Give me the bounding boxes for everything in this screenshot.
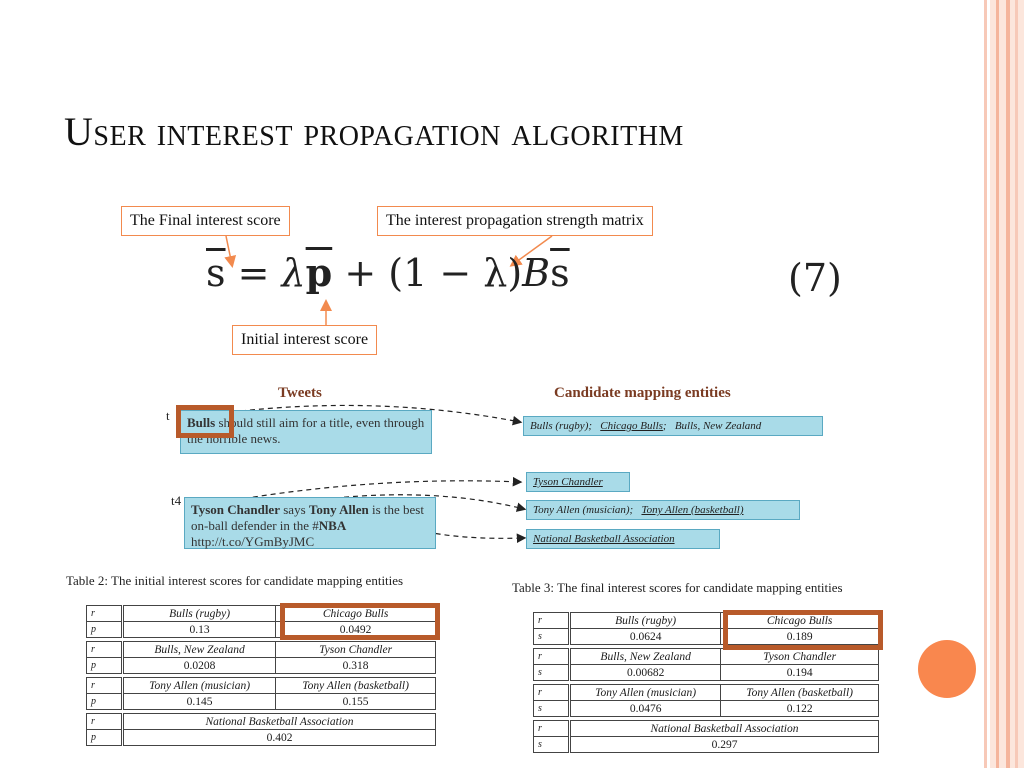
cell: 0.0476 bbox=[570, 701, 721, 717]
cell: National Basketball Association bbox=[570, 721, 879, 737]
equals-sign: = bbox=[237, 251, 270, 295]
cell: Tyson Chandler bbox=[721, 649, 879, 665]
plus-sign: + bbox=[344, 251, 377, 295]
row-header: r bbox=[534, 685, 570, 701]
row-header: r bbox=[534, 721, 570, 737]
row-header: r bbox=[534, 613, 570, 629]
table-3-caption: Table 3: The final interest scores for candidate mapping entities bbox=[512, 580, 843, 595]
cell: Tony Allen (basketball) bbox=[276, 678, 436, 694]
table-row bbox=[534, 737, 879, 753]
entity-bulls-rugby: Bulls (rugby); bbox=[530, 420, 593, 432]
entity-chicago-bulls: Chicago Bulls bbox=[600, 420, 663, 432]
cell: Tony Allen (basketball) bbox=[721, 685, 879, 701]
label-strength-matrix: The interest propagation strength matrix bbox=[377, 206, 653, 236]
cell: Bulls (rugby) bbox=[123, 606, 276, 622]
row-header: r bbox=[87, 714, 123, 730]
cell: Chicago Bulls bbox=[276, 606, 436, 622]
table-row bbox=[87, 642, 436, 658]
tweet-2-mention-tyson: Tyson Chandler bbox=[191, 502, 280, 517]
row-header: s bbox=[534, 737, 570, 753]
cell: 0.194 bbox=[721, 665, 879, 681]
cell: 0.13 bbox=[123, 622, 276, 638]
tweet-1-text: should still aim for a title, even through the horrible news. bbox=[187, 415, 425, 446]
row-header: s bbox=[534, 629, 570, 645]
entity-tony-allen-basketball: Tony Allen (basketball) bbox=[641, 504, 744, 516]
highlight-bulls bbox=[176, 405, 234, 438]
cell: 0.0492 bbox=[276, 622, 436, 638]
highlight-chicago-bulls-final bbox=[723, 610, 883, 650]
entity-tony-allen-musician: Tony Allen (musician); bbox=[533, 504, 634, 516]
cell: Tony Allen (musician) bbox=[570, 685, 721, 701]
table-row bbox=[87, 730, 436, 746]
cell: 0.0208 bbox=[123, 658, 276, 674]
tweet-1-mention: Bulls bbox=[187, 415, 216, 430]
table-row bbox=[534, 649, 879, 665]
entity-nba: National Basketball Association bbox=[533, 533, 675, 545]
table-row bbox=[534, 685, 879, 701]
table-row bbox=[87, 658, 436, 674]
row-header: r bbox=[87, 606, 123, 622]
tweet-2-text: is the best on-ball defender in the # bbox=[191, 502, 424, 533]
entity-box-bulls bbox=[523, 416, 823, 436]
tweet-2-mention-tony: Tony Allen bbox=[308, 502, 369, 517]
cell: Bulls, New Zealand bbox=[123, 642, 276, 658]
table-row bbox=[87, 678, 436, 694]
entity-tyson-chandler: Tyson Chandler bbox=[533, 476, 603, 488]
formula bbox=[206, 250, 570, 295]
tweet-1-label: t bbox=[166, 408, 170, 423]
matrix-b: B bbox=[522, 251, 551, 295]
entity-separator: ; bbox=[662, 420, 667, 432]
table-2-caption: Table 2: The initial interest scores for candidate mapping entities bbox=[66, 573, 404, 588]
cell: Chicago Bulls bbox=[721, 613, 879, 629]
slide-title: User interest propagation algorithm bbox=[64, 109, 684, 154]
row-header: s bbox=[534, 701, 570, 717]
one-minus-lambda: (1 − λ) bbox=[388, 251, 523, 295]
row-header: s bbox=[534, 665, 570, 681]
cell: Tyson Chandler bbox=[276, 642, 436, 658]
cell: 0.145 bbox=[123, 694, 276, 710]
entity-box-nba bbox=[526, 529, 720, 549]
vector-s-rhs: $\overline{s}$ bbox=[550, 251, 570, 295]
label-final-score: The Final interest score bbox=[121, 206, 290, 236]
row-header: r bbox=[87, 642, 123, 658]
entity-box-tony bbox=[526, 500, 800, 520]
row-header: p bbox=[87, 658, 123, 674]
table-row bbox=[534, 665, 879, 681]
cell: Bulls, New Zealand bbox=[570, 649, 721, 665]
cell: 0.155 bbox=[276, 694, 436, 710]
equation-number: (7) bbox=[788, 256, 842, 300]
cell: 0.318 bbox=[276, 658, 436, 674]
lambda-symbol: λ bbox=[281, 251, 306, 295]
tweet-2-mention-nba: NBA bbox=[318, 518, 347, 533]
tweet-2-link: http://t.co/YGmByJMC bbox=[191, 534, 315, 549]
row-header: r bbox=[534, 649, 570, 665]
entities-heading: Candidate mapping entities bbox=[554, 385, 731, 401]
row-header: r bbox=[87, 678, 123, 694]
tweet-2 bbox=[184, 497, 436, 549]
table-row bbox=[87, 714, 436, 730]
cell: 0.297 bbox=[570, 737, 879, 753]
table-row bbox=[534, 721, 879, 737]
cell: National Basketball Association bbox=[123, 714, 436, 730]
vector-p: $\overline{p}$ bbox=[305, 250, 333, 295]
tweet-2-label: t4 bbox=[171, 493, 182, 508]
cell: Tony Allen (musician) bbox=[123, 678, 276, 694]
tweets-heading: Tweets bbox=[278, 385, 322, 401]
cell: 0.0624 bbox=[570, 629, 721, 645]
row-header: p bbox=[87, 730, 123, 746]
label-initial-score: Initial interest score bbox=[232, 325, 377, 355]
tweet-2-text: says bbox=[279, 502, 309, 517]
row-header: p bbox=[87, 622, 123, 638]
highlight-chicago-bulls-initial bbox=[280, 603, 440, 640]
cell: 0.189 bbox=[721, 629, 879, 645]
vector-s-lhs: $\overline{s}$ bbox=[206, 251, 226, 295]
table-row bbox=[534, 701, 879, 717]
cell: Bulls (rugby) bbox=[570, 613, 721, 629]
cell: 0.00682 bbox=[570, 665, 721, 681]
table-row bbox=[87, 694, 436, 710]
row-header: p bbox=[87, 694, 123, 710]
entity-box-tyson bbox=[526, 472, 630, 492]
cell: 0.122 bbox=[721, 701, 879, 717]
entity-bulls-new-zealand: Bulls, New Zealand bbox=[674, 420, 762, 432]
cell: 0.402 bbox=[123, 730, 436, 746]
